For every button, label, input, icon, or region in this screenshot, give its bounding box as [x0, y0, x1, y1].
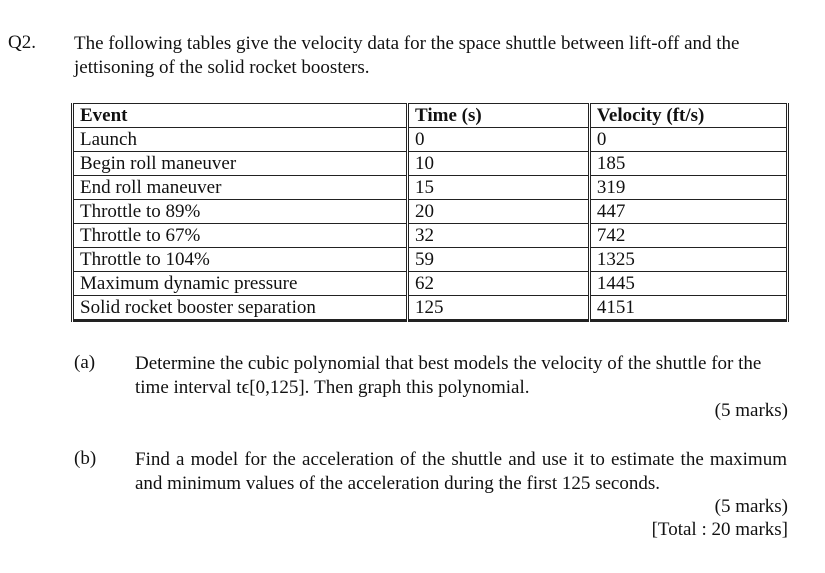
- cell-event: Throttle to 67%: [73, 224, 408, 248]
- header-velocity: Velocity (ft/s): [589, 104, 787, 128]
- cell-time: 59: [408, 248, 590, 272]
- table-row: [73, 200, 788, 224]
- question-intro: The following tables give the velocity data for the space shuttle between lift-off and the jettisoning of the solid rocket boosters.: [74, 33, 740, 78]
- part-b-text: Find a model for the acceleration of the shuttle and use it to estimate the maximum and minimum values of the acceleration during the first 125 seconds.: [135, 449, 787, 494]
- velocity-table: [71, 103, 789, 322]
- cell-velocity: 1325: [589, 248, 787, 272]
- cell-event: Solid rocket booster separation: [73, 296, 408, 321]
- cell-event: Begin roll maneuver: [73, 152, 408, 176]
- cell-velocity: 319: [589, 176, 787, 200]
- part-a-label: (a): [74, 352, 96, 373]
- table-row: [73, 248, 788, 272]
- cell-time: 125: [408, 296, 590, 321]
- table-row: [73, 176, 788, 200]
- table-row: [73, 272, 788, 296]
- cell-event: Launch: [73, 128, 408, 152]
- cell-time: 15: [408, 176, 590, 200]
- cell-time: 62: [408, 272, 590, 296]
- cell-event: Throttle to 89%: [73, 200, 408, 224]
- cell-event: End roll maneuver: [73, 176, 408, 200]
- header-event: Event: [73, 104, 408, 128]
- table-header-row: [73, 104, 788, 128]
- cell-time: 20: [408, 200, 590, 224]
- total-marks: [Total : 20 marks]: [651, 519, 788, 540]
- table-row: [73, 152, 788, 176]
- cell-time: 0: [408, 128, 590, 152]
- header-time: Time (s): [408, 104, 590, 128]
- cell-velocity: 742: [589, 224, 787, 248]
- part-a-text: Determine the cubic polynomial that best models the velocity of the shuttle for the time interval tϵ[0,125]. Then graph this polynomial.: [135, 353, 762, 398]
- table-row: [73, 224, 788, 248]
- part-b-marks: (5 marks): [714, 496, 788, 517]
- cell-velocity: 1445: [589, 272, 787, 296]
- cell-velocity: 185: [589, 152, 787, 176]
- cell-time: 10: [408, 152, 590, 176]
- part-b-label: (b): [74, 448, 97, 469]
- table-row: [73, 128, 788, 152]
- part-a-marks: (5 marks): [714, 400, 788, 421]
- cell-event: Throttle to 104%: [73, 248, 408, 272]
- question-number: Q2.: [8, 32, 36, 53]
- cell-event: Maximum dynamic pressure: [73, 272, 408, 296]
- cell-velocity: 4151: [589, 296, 787, 321]
- cell-velocity: 0: [589, 128, 787, 152]
- cell-time: 32: [408, 224, 590, 248]
- cell-velocity: 447: [589, 200, 787, 224]
- table-row: [73, 296, 788, 321]
